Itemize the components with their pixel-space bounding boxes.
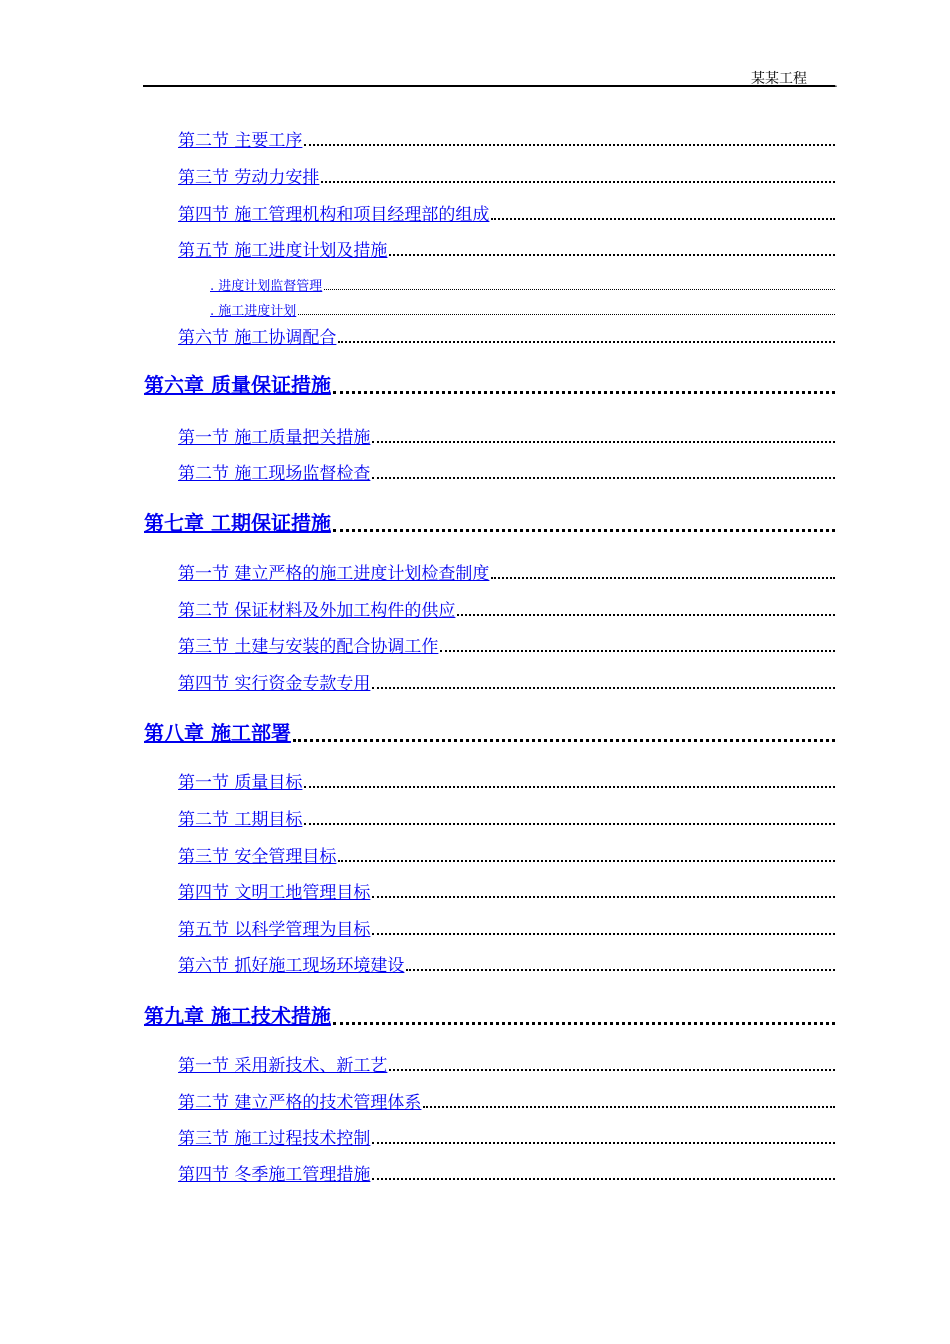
leader-dots	[304, 786, 835, 788]
toc-entry-label[interactable]: 第二节 工期目标	[178, 810, 303, 830]
leader-dots	[338, 341, 835, 343]
toc-entry-label[interactable]: 第五节 以科学管理为目标	[178, 920, 371, 940]
leader-dots	[389, 254, 835, 256]
toc-entry-label[interactable]: 第二节 主要工序	[178, 131, 303, 151]
toc-entry-label[interactable]: 第三节 安全管理目标	[178, 847, 337, 867]
toc-entry-label[interactable]: 第一节 建立严格的施工进度计划检查制度	[178, 564, 490, 584]
header-rule	[143, 85, 835, 87]
toc-entry-label[interactable]: 第六节 抓好施工现场环境建设	[178, 956, 405, 976]
toc-entry[interactable]	[178, 632, 835, 657]
leader-dots	[333, 529, 835, 532]
toc-entry[interactable]	[178, 559, 835, 584]
leader-dots	[333, 391, 835, 394]
leader-dots	[293, 739, 835, 742]
leader-dots	[372, 1178, 835, 1180]
toc-entry-label[interactable]: 第五节 施工进度计划及措施	[178, 241, 388, 261]
toc-entry[interactable]	[178, 1051, 835, 1076]
toc-chapter[interactable]	[144, 717, 835, 746]
toc-entry[interactable]	[178, 200, 835, 225]
leader-dots	[440, 650, 835, 652]
toc-chapter[interactable]	[144, 369, 835, 398]
toc-entry[interactable]	[178, 878, 835, 903]
leader-dots	[372, 477, 835, 479]
toc-chapter[interactable]	[144, 507, 835, 536]
toc-entry[interactable]	[178, 423, 835, 448]
leader-dots	[372, 933, 835, 935]
toc-entry[interactable]	[178, 1088, 835, 1113]
toc-entry-label[interactable]: 第六节 施工协调配合	[178, 328, 337, 348]
toc-chapter-label[interactable]: 第九章 施工技术措施	[144, 1004, 331, 1028]
header-title: 某某工程	[751, 71, 807, 87]
toc-entry-label[interactable]: 第三节 土建与安装的配合协调工作	[178, 637, 439, 657]
toc-entry-label[interactable]: . 施工进度计划	[210, 304, 297, 319]
leader-dots	[457, 614, 835, 616]
toc-entry[interactable]	[178, 596, 835, 621]
leader-dots	[372, 1142, 835, 1144]
toc-entry[interactable]	[178, 915, 835, 940]
leader-dots	[338, 860, 835, 862]
leader-dots	[372, 441, 835, 443]
toc-entry-label[interactable]: 第四节 实行资金专款专用	[178, 674, 371, 694]
toc-entry[interactable]	[178, 126, 835, 151]
leader-dots	[372, 687, 835, 689]
toc-entry-label[interactable]: 第四节 文明工地管理目标	[178, 883, 371, 903]
leader-dots	[406, 969, 835, 971]
toc-entry[interactable]	[178, 951, 835, 976]
leader-dots	[304, 823, 835, 825]
toc-entry[interactable]	[178, 163, 835, 188]
toc-chapter-label[interactable]: 第八章 施工部署	[144, 721, 291, 745]
toc-entry-label[interactable]: 第一节 采用新技术、新工艺	[178, 1056, 388, 1076]
toc-entry[interactable]	[178, 1124, 835, 1149]
toc-subentry[interactable]	[210, 300, 835, 319]
toc-entry[interactable]	[178, 236, 835, 261]
leader-dots	[423, 1106, 835, 1108]
toc-chapter-label[interactable]: 第七章 工期保证措施	[144, 511, 331, 535]
toc-entry[interactable]	[178, 323, 835, 348]
toc-entry-label[interactable]: 第四节 施工管理机构和项目经理部的组成	[178, 205, 490, 225]
toc-chapter-label[interactable]: 第六章 质量保证措施	[144, 373, 331, 397]
header-mark: .	[834, 76, 838, 90]
leader-dots	[333, 1022, 835, 1025]
leader-dots	[389, 1069, 835, 1071]
leader-dots	[304, 144, 835, 146]
toc-chapter[interactable]	[144, 1000, 835, 1029]
leader-dots	[324, 289, 835, 290]
leader-dots	[491, 577, 835, 579]
toc-entry[interactable]	[178, 768, 835, 793]
leader-dots	[321, 181, 835, 183]
toc-entry-label[interactable]: . 进度计划监督管理	[210, 279, 323, 294]
leader-dots	[298, 314, 835, 315]
toc-entry-label[interactable]: 第三节 施工过程技术控制	[178, 1129, 371, 1149]
toc-entry[interactable]	[178, 459, 835, 484]
toc-entry[interactable]	[178, 842, 835, 867]
toc-entry-label[interactable]: 第二节 施工现场监督检查	[178, 464, 371, 484]
leader-dots	[372, 896, 835, 898]
toc-entry-label[interactable]: 第二节 建立严格的技术管理体系	[178, 1093, 422, 1113]
leader-dots	[491, 218, 835, 220]
toc-entry-label[interactable]: 第四节 冬季施工管理措施	[178, 1165, 371, 1185]
toc-subentry[interactable]	[210, 275, 835, 294]
toc-entry-label[interactable]: 第一节 施工质量把关措施	[178, 428, 371, 448]
toc-entry[interactable]	[178, 669, 835, 694]
toc-entry-label[interactable]: 第一节 质量目标	[178, 773, 303, 793]
toc-entry-label[interactable]: 第三节 劳动力安排	[178, 168, 320, 188]
toc-entry[interactable]	[178, 805, 835, 830]
toc-entry[interactable]	[178, 1160, 835, 1185]
toc-entry-label[interactable]: 第二节 保证材料及外加工构件的供应	[178, 601, 456, 621]
